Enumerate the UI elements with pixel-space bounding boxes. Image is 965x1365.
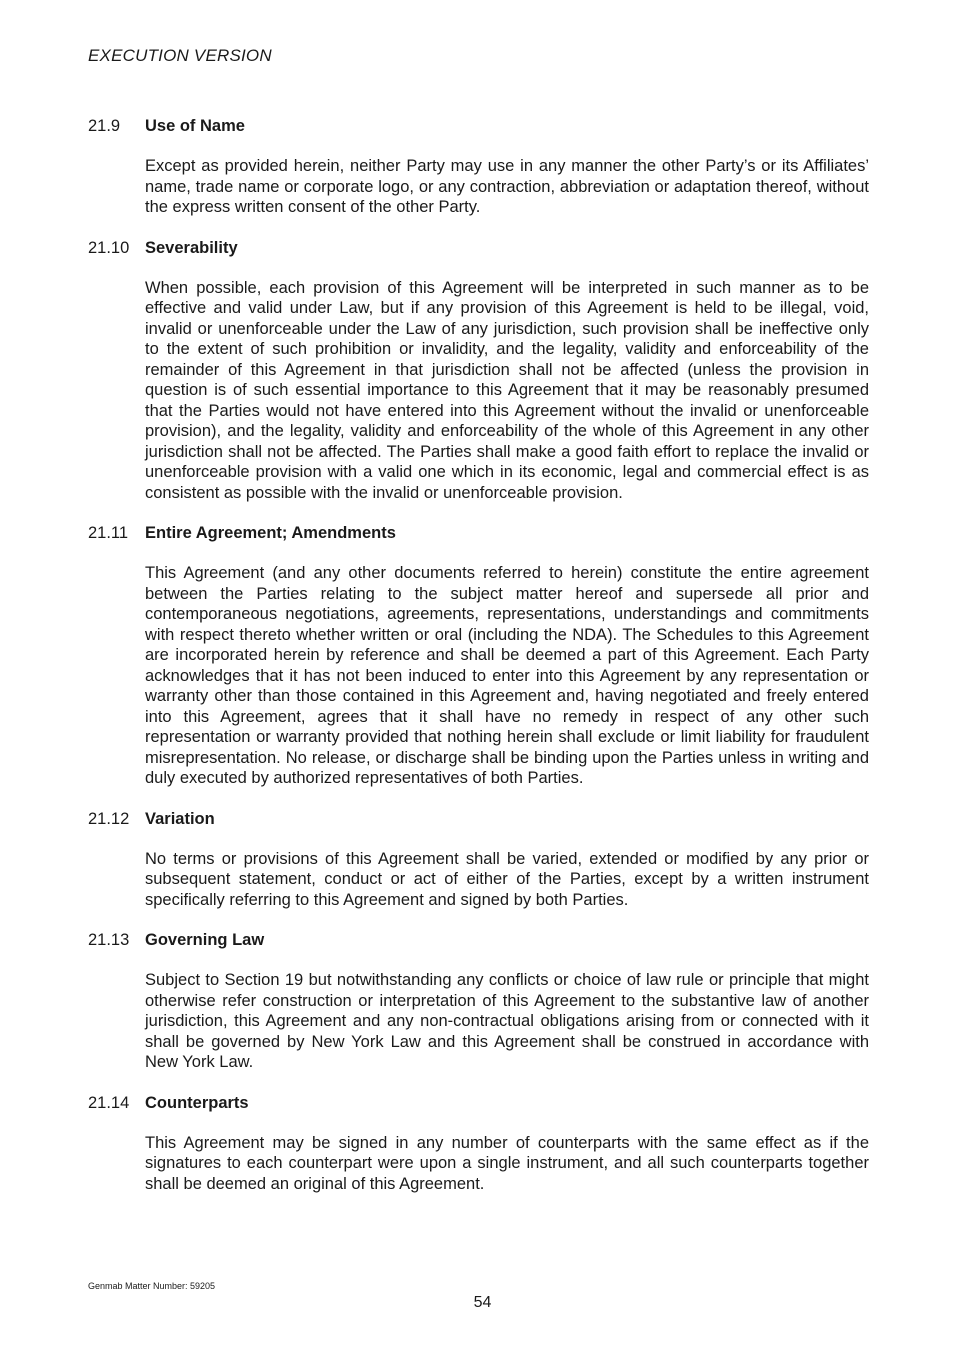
section-title: Use of Name — [145, 117, 245, 135]
section-governing-law — [88, 929, 869, 1073]
section-use-of-name — [88, 115, 869, 218]
execution-version-header: EXECUTION VERSION — [88, 46, 272, 65]
section-heading — [88, 522, 869, 544]
section-title: Entire Agreement; Amendments — [145, 524, 396, 542]
section-number: 21.11 — [88, 524, 129, 542]
section-title: Severability — [145, 238, 238, 257]
section-title: Governing Law — [145, 931, 265, 949]
section-text: When possible, each provision of this Agreement will be interpreted in such manner as to be effective and valid under Law, but if any provision of this Agreement is held to be illegal, void, invalid or unenforceable under the Law of any jurisdiction, such provision shall be ineffective only to the extent of such prohibition or invalidity, and the legality, validity and enforceability of the remainder of this Agreement in that jurisdiction shall not be affected (unless the provision in question is of such essential importance to this Agreement that it may be reasonably presumed that the Parties would not have entered into this Agreement without the invalid or unenforceable provision), and the legality, validity and enforceability of the whole of this Agreement in any other jurisdiction shall not be affected. The Parties shall make a good faith effort to replace the invalid or unenforceable provision with a valid one which in its economic, legal and commercial effect is as consistent as possible with the invalid or unenforceable provision. — [145, 278, 869, 502]
page-number: 54 — [473, 1294, 492, 1311]
section-heading — [88, 929, 869, 951]
section-text: Subject to Section 19 but notwithstanding any conflicts or choice of law rule or principle that might otherwise refer construction or interpretation of this Agreement to the substantive law of another jurisdiction, this Agreement and any non-contractual obligations arising from or connected with it shall be governed by New York Law and this Agreement shall be construed in accordance with New York Law. — [145, 971, 869, 1071]
section-title: Counterparts — [145, 1093, 249, 1112]
section-text: This Agreement may be signed in any number of counterparts with the same effect as if the signatures to each counterpart were upon a single instrument, and all such counterparts together shall be deemed an original of this Agreement. — [145, 1133, 869, 1193]
section-severability — [88, 237, 869, 504]
section-number: 21.13 — [88, 931, 130, 949]
document-body — [88, 115, 869, 1213]
section-heading — [88, 1092, 869, 1114]
section-heading — [88, 115, 869, 137]
section-number: 21.14 — [88, 1093, 130, 1112]
matter-number-footer: Genmab Matter Number: 59205 — [88, 1281, 216, 1291]
section-heading — [88, 808, 869, 830]
section-entire-agreement — [88, 522, 869, 789]
section-number: 21.10 — [88, 238, 130, 257]
section-counterparts — [88, 1092, 869, 1195]
section-variation — [88, 808, 869, 911]
section-text: This Agreement (and any other documents referred to herein) constitute the entire agreement between the Parties relating to the subject matter hereof and supersede all prior and contemporaneous negotiations, agreements, representations, understandings and commitments with respect thereto whether written or oral (including the NDA). The Schedules to this Agreement are incorporated herein by reference and shall be deemed a part of this Agreement. Each Party acknowledges that it has not been induced to enter into this Agreement by any representation or warranty other than those contained in this Agreement and, having negotiated and freely entered into this Agreement, agrees that it shall have no remedy in respect of any other such representation or warranty provided that nothing herein shall exclude or limit liability for fraudulent misrepresentation. No release, or discharge shall be binding upon the Parties unless in writing and duly executed by authorized representatives of both Parties. — [145, 564, 869, 787]
section-text: Except as provided herein, neither Party may use in any manner the other Party’s or its Affiliates’ name, trade name or corporate logo, or any contraction, abbreviation or adaptation thereof, without the express written consent of the other Party. — [145, 157, 869, 216]
section-title: Variation — [145, 809, 215, 828]
section-number: 21.12 — [88, 809, 130, 828]
section-number: 21.9 — [88, 117, 121, 135]
section-heading — [88, 237, 869, 259]
section-text: No terms or provisions of this Agreement shall be varied, extended or modified by any prior or subsequent statement, conduct or act of either of the Parties, except by a written instrument specifically referring to this Agreement and signed by both Parties. — [145, 849, 869, 909]
